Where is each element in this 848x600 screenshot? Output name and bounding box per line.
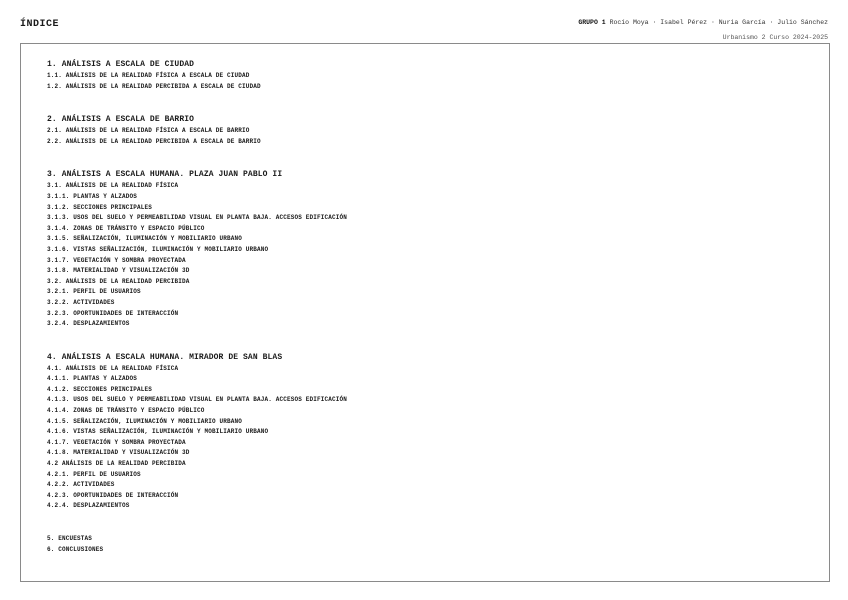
group-label: GRUPO 1 <box>578 19 606 26</box>
toc-item: 3.2.2. ACTIVIDADES <box>47 298 115 306</box>
toc-item: 4.2.2. ACTIVIDADES <box>47 481 115 489</box>
toc-item: 3.1.7. VEGETACIÓN Y SOMBRA PROYECTADA <box>47 256 186 264</box>
toc-item: 4.2.1. PERFIL DE USUARIOS <box>47 470 141 478</box>
toc-item: 3.2. ANÁLISIS DE LA REALIDAD PERCIBIDA <box>47 277 190 285</box>
toc-item: 3.1.3. USOS DEL SUELO Y PERMEABILIDAD VISUAL EN PLANTA BAJA. ACCESOS EDIFICACIÓN <box>47 214 348 222</box>
toc-heading: 1. ANÁLISIS A ESCALA DE CIUDAD <box>47 60 195 69</box>
toc-item: 4.1.5. SEÑALIZACIÓN, ILUMINACIÓN Y MOBILIARIO URBANO <box>47 417 243 425</box>
toc-item: 4.2.4. DESPLAZAMIENTOS <box>47 502 130 510</box>
document-header <box>578 15 828 45</box>
toc-item: 1.1. ANÁLISIS DE LA REALIDAD FÍSICA A ESCALA DE CIUDAD <box>47 72 250 79</box>
toc-item: 3.1.1. PLANTAS Y ALZADOS <box>47 192 138 200</box>
toc-item: 3.2.3. OPORTUNIDADES DE INTERACCIÓN <box>47 309 179 317</box>
toc-item: 3.1.4. ZONAS DE TRÁNSITO Y ESPACIO PÚBLICO <box>47 224 205 232</box>
toc-item: 3.1.5. SEÑALIZACIÓN, ILUMINACIÓN Y MOBILIARIO URBANO <box>47 235 243 243</box>
course-label: Urbanismo 2 Curso 2024-2025 <box>722 34 828 41</box>
authors-line <box>578 15 828 30</box>
toc-item: 3.1.6. VISTAS SEÑALIZACIÓN, ILUMINACIÓN Y MOBILIARIO URBANO <box>47 245 269 253</box>
toc-item: 3.1. ANÁLISIS DE LA REALIDAD FÍSICA <box>47 182 179 190</box>
toc-section-3 <box>47 169 347 329</box>
toc-item: 3.1.2. SECCIONES PRINCIPALES <box>47 203 153 211</box>
toc-section-1 <box>47 59 347 92</box>
toc-item: 3.2.1. PERFIL DE USUARIOS <box>47 288 141 296</box>
toc-heading: 3. ANÁLISIS A ESCALA HUMANA. PLAZA JUAN PABLO II <box>47 170 283 180</box>
toc-section-4 <box>47 352 347 512</box>
toc-item: 5. ENCUESTAS <box>47 535 93 542</box>
toc-item: 4.1.7. VEGETACIÓN Y SOMBRA PROYECTADA <box>47 438 186 446</box>
toc-heading: 2. ANÁLISIS A ESCALA DE BARRIO <box>47 115 195 125</box>
toc-item: 4.2.3. OPORTUNIDADES DE INTERACCIÓN <box>47 491 179 499</box>
toc-section-5 <box>47 534 347 555</box>
toc-heading: 4. ANÁLISIS A ESCALA HUMANA. MIRADOR DE SAN BLAS <box>47 352 283 362</box>
toc-item: 6. CONCLUSIONES <box>47 545 104 553</box>
page-title: ÍNDICE <box>20 19 60 30</box>
toc-item: 3.2.4. DESPLAZAMIENTOS <box>47 320 130 328</box>
toc-item: 4.2 ANÁLISIS DE LA REALIDAD PERCIBIDA <box>47 460 186 468</box>
toc-item: 4.1.1. PLANTAS Y ALZADOS <box>47 375 138 383</box>
toc-item: 2.2. ANÁLISIS DE LA REALIDAD PERCIBIDA A ESCALA DE BARRIO <box>47 137 261 145</box>
toc-item: 2.1. ANÁLISIS DE LA REALIDAD FÍSICA A ESCALA DE BARRIO <box>47 127 250 135</box>
toc-item: 4.1.3. USOS DEL SUELO Y PERMEABILIDAD VISUAL EN PLANTA BAJA. ACCESOS EDIFICACIÓN <box>47 396 348 404</box>
authors: Rocío Moya · Isabel Pérez · Nuria García · Julio Sánchez <box>609 19 828 26</box>
toc-item: 4.1. ANÁLISIS DE LA REALIDAD FÍSICA <box>47 364 179 372</box>
table-of-contents <box>47 59 347 555</box>
toc-item: 3.1.8. MATERIALIDAD Y VISUALIZACIÓN 3D <box>47 267 190 275</box>
toc-item: 1.2. ANÁLISIS DE LA REALIDAD PERCIBIDA A ESCALA DE CIUDAD <box>47 82 261 90</box>
toc-section-2 <box>47 114 347 147</box>
toc-item: 4.1.6. VISTAS SEÑALIZACIÓN, ILUMINACIÓN Y MOBILIARIO URBANO <box>47 428 269 436</box>
toc-item: 4.1.8. MATERIALIDAD Y VISUALIZACIÓN 3D <box>47 449 190 457</box>
toc-item: 4.1.2. SECCIONES PRINCIPALES <box>47 385 153 393</box>
toc-item: 4.1.4. ZONAS DE TRÁNSITO Y ESPACIO PÚBLICO <box>47 407 205 415</box>
